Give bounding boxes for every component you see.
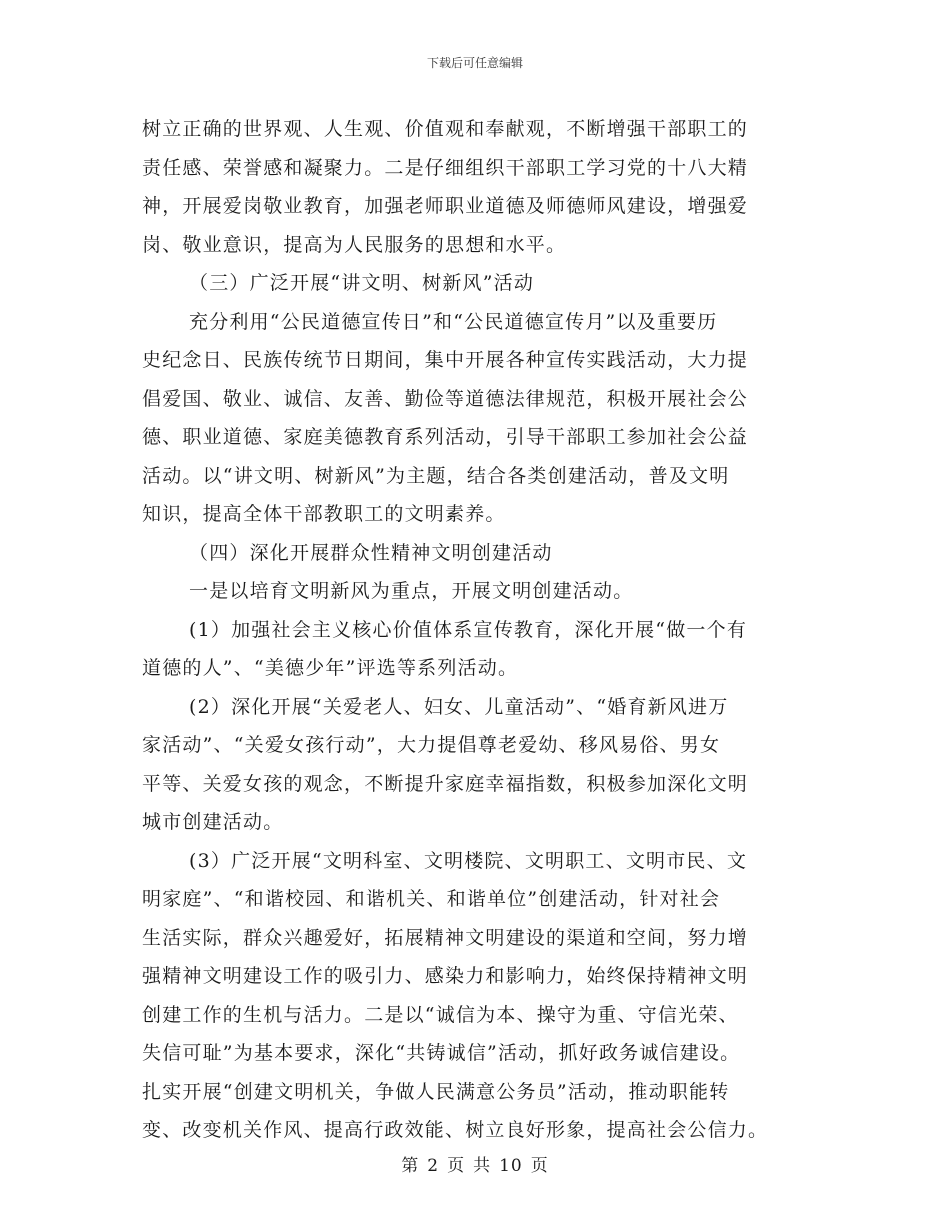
text-line: 城市创建活动。 — [142, 811, 284, 833]
text-line: （四）深化开展群众性精神文明创建活动 — [189, 541, 553, 564]
text-line: 德、职业道德、家庭美德教育系列活动，引导干部职工参加社会公益 — [142, 426, 749, 448]
text-line: 强精神文明建设工作的吸引力、感染力和影响力，始终保持精神文明 — [142, 965, 749, 987]
text-line: 史纪念日、民族传统节日期间，集中开展各种宣传实践活动，大力提 — [142, 349, 749, 371]
page-header: 下载后可任意编辑 — [426, 56, 523, 70]
text-line: 变、改变机关作风、提高行政效能、树立良好形象，提高社会公信力。 — [142, 1119, 769, 1141]
footer-total-label: 共 — [473, 1156, 492, 1176]
text-line: 倡爱国、敬业、诚信、友善、勤俭等道德法律规范，积极开展社会公 — [142, 387, 749, 410]
text-line: 神，开展爱岗敬业教育，加强老师职业道德及师德师风建设，增强爱 — [142, 195, 749, 217]
text-line: 活动。以“讲文明、树新风”为主题，结合各类创建活动，普及文明 — [142, 464, 730, 487]
footer-suffix: 页 — [530, 1156, 549, 1176]
text-line: 知识，提高全体干部教职工的文明素养。 — [142, 503, 506, 525]
text-line: 创建工作的生机与活力。二是以“诚信为本、操守为重、守信光荣、 — [142, 1003, 739, 1026]
page-footer — [0, 1151, 950, 1176]
text-line: 树立正确的世界观、人生观、价值观和奉献观，不断增强干部职工的 — [142, 118, 749, 140]
text-line: 明家庭”、“和谐校园、和谐机关、和谐单位”创建活动，针对社会 — [142, 888, 721, 910]
text-line: 责任感、荣誉感和凝聚力。二是仔细组织干部职工学习党的十八大精 — [142, 156, 749, 179]
text-line: 家活动”、“关爱女孩行动”，大力提倡尊老爱幼、移风易俗、男女 — [142, 734, 721, 756]
text-line: (3）广泛开展“文明科室、文明楼院、文明职工、文明市民、文 — [189, 849, 748, 872]
footer-current-page: 2 — [427, 1156, 440, 1176]
text-line: 平等、关爱女孩的观念，不断提升家庭幸福指数，积极参加深化文明 — [142, 772, 749, 795]
text-line: （三）广泛开展“讲文明、树新风”活动 — [189, 272, 535, 294]
text-line: 一是以培育文明新风为重点，开展文明创建活动。 — [189, 580, 634, 602]
footer-prefix: 第 — [401, 1156, 420, 1176]
text-line: 扎实开展“创建文明机关，争做人民满意公务员”活动，推动职能转 — [142, 1080, 730, 1103]
text-line: (2）深化开展“关爱老人、妇女、儿童活动”、“婚育新风进万 — [189, 695, 729, 718]
document-body — [142, 110, 812, 1150]
text-line: 充分利用“公民道德宣传日”和“公民道德宣传月”以及重要历 — [189, 310, 718, 333]
text-line: (1）加强社会主义核心价值体系宣传教育，深化开展“做一个有 — [189, 618, 748, 641]
text-line: 生活实际，群众兴趣爱好，拓展精神文明建设的渠道和空间，努力增 — [142, 926, 749, 949]
text-line: 岗、敬业意识，提高为人民服务的思想和水平。 — [142, 233, 567, 256]
text-line: 失信可耻”为基本要求，深化“共铸诚信”活动，抓好政务诚信建设。 — [142, 1042, 741, 1064]
footer-page-word: 页 — [447, 1156, 466, 1176]
text-line: 道德的人”、“美德少年”评选等系列活动。 — [142, 657, 519, 679]
footer-total-pages: 10 — [499, 1156, 523, 1176]
